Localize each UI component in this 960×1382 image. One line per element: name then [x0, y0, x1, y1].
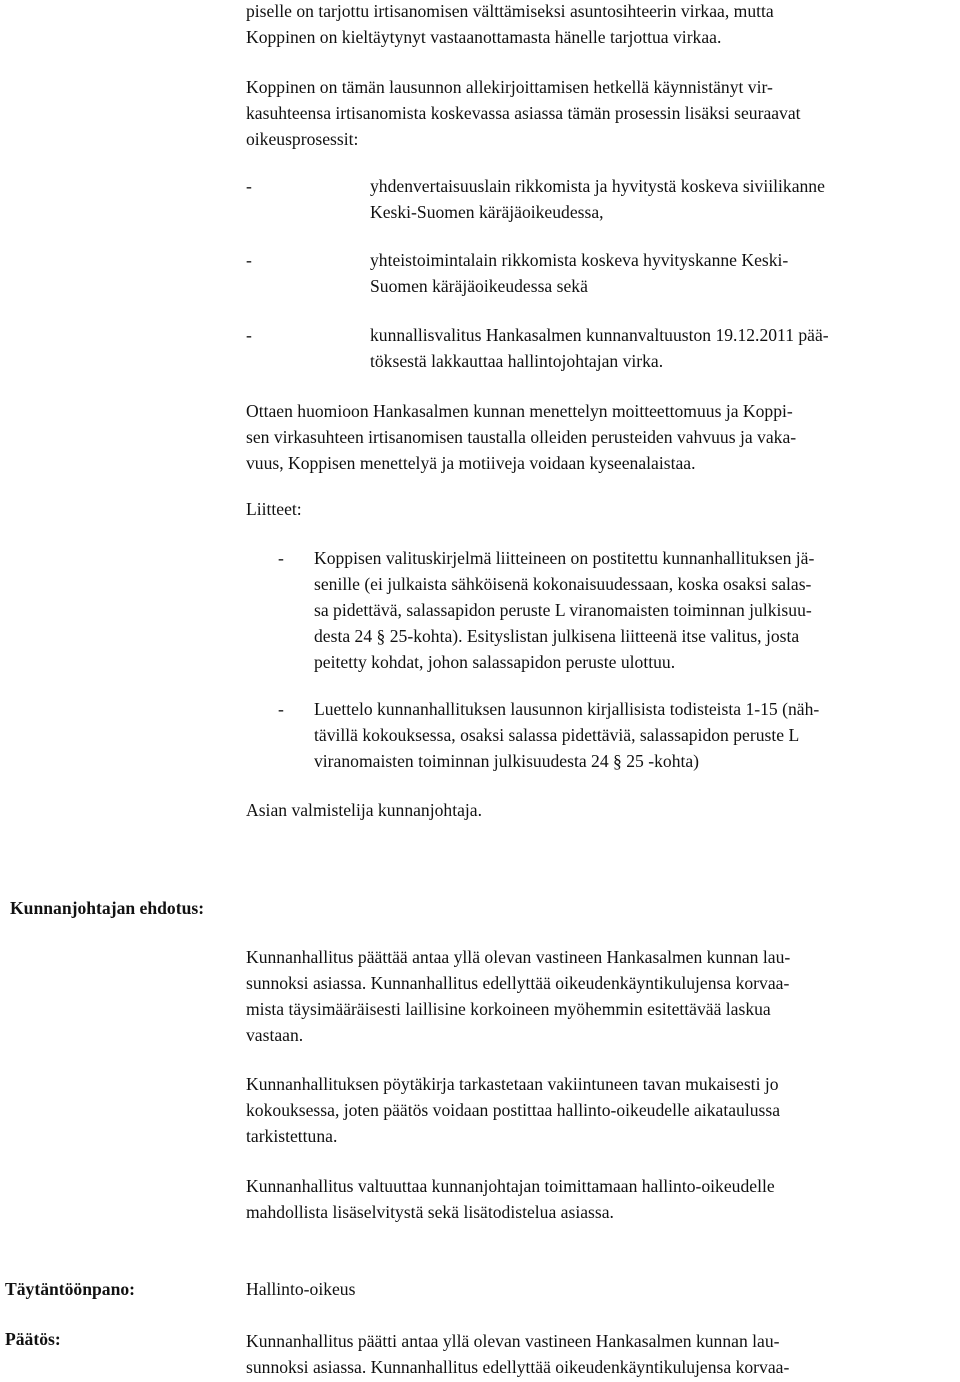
proposal-heading: Kunnanjohtajan ehdotus:: [10, 898, 205, 918]
text-line: Suomen käräjäoikeudessa sekä: [370, 276, 588, 296]
preparer-line: Asian valmistelija kunnanjohtaja.: [246, 800, 482, 820]
intro-paragraph: [246, 0, 952, 50]
text-line: Koppinen on tämän lausunnon allekirjoittamisen hetkellä käynnistänyt vir-: [246, 77, 773, 97]
proposal-paragraph: [246, 1071, 946, 1149]
proposal-paragraph: [246, 944, 946, 1048]
lawsuit-item: [246, 322, 952, 374]
text-line: Kunnanhallitus valtuuttaa kunnanjohtajan toimittamaan hallinto-oikeudelle: [246, 1176, 775, 1196]
text-line: sa pidettävä, salassapidon peruste L viranomaisten toiminnan julkisuu-: [314, 600, 812, 620]
text-line: piselle on tarjottu irtisanomisen välttämiseksi asuntosihteerin virkaa, mutta: [246, 1, 774, 21]
text-line: Koppinen on kieltäytynyt vastaanottamasta hänelle tarjottua virkaa.: [246, 27, 722, 47]
decision-label: Päätös:: [5, 1329, 61, 1349]
attachment-item: [278, 545, 958, 675]
text-line: peitetty kohdat, johon salassapidon peruste ulottuu.: [314, 652, 676, 672]
enforcement-label: Täytäntöönpano:: [5, 1279, 136, 1299]
text-line: tarkistettuna.: [246, 1126, 338, 1146]
lawsuits-paragraph: [246, 74, 952, 152]
text-line: Kunnanhallitus päätti antaa yllä olevan vastineen Hankasalmen kunnan lau-: [246, 1331, 780, 1351]
dash-bullet: -: [246, 325, 252, 345]
text-line: kokouksessa, joten päätös voidaan postittaa hallinto-oikeudelle aikataulussa: [246, 1100, 781, 1120]
text-line: Luettelo kunnanhallituksen lausunnon kirjallisista todisteista 1-15 (näh-: [314, 699, 820, 719]
text-line: viranomaisten toiminnan julkisuudesta 24 § 25 -kohta): [314, 751, 700, 771]
text-line: Kunnanhallitus päättää antaa yllä olevan vastineen Hankasalmen kunnan lau-: [246, 947, 791, 967]
lawsuit-item: [246, 173, 952, 225]
dash-bullet: -: [246, 250, 252, 270]
text-line: senille (ei julkaista sähköisenä kokonaisuudessaan, koska osaksi salas-: [314, 574, 812, 594]
text-line: mista täysimääräisesti laillisine korkoineen myöhemmin esitettävää laskua: [246, 999, 771, 1019]
assessment-paragraph: [246, 398, 952, 476]
text-line: yhteistoimintalain rikkomista koskeva hyvityskanne Keski-: [370, 250, 789, 270]
lawsuit-item: [246, 247, 952, 299]
text-line: kasuhteensa irtisanomista koskevassa asiassa tämän prosessin lisäksi seuraavat: [246, 103, 801, 123]
text-line: sen virkasuhteen irtisanomisen taustalla olleiden perusteiden vahvuus ja vaka-: [246, 427, 797, 447]
text-line: kunnallisvalitus Hankasalmen kunnanvaltuuston 19.12.2011 pää-: [370, 325, 829, 345]
text-line: töksestä lakkauttaa hallintojohtajan virka.: [370, 351, 664, 371]
text-line: mahdollista lisäselvitystä sekä lisätodistelua asiassa.: [246, 1202, 614, 1222]
enforcement-value: Hallinto-oikeus: [246, 1279, 356, 1299]
text-line: sunnoksi asiassa. Kunnanhallitus edellyttää oikeudenkäyntikulujensa korvaa-: [246, 973, 790, 993]
text-line: desta 24 § 25-kohta). Esityslistan julkisena liitteenä itse valitus, josta: [314, 626, 800, 646]
text-line: Ottaen huomioon Hankasalmen kunnan menettelyn moitteettomuus ja Koppi-: [246, 401, 793, 421]
text-line: vuus, Koppisen menettelyä ja motiiveja voidaan kyseenalaistaa.: [246, 453, 696, 473]
dash-bullet: -: [246, 176, 252, 196]
proposal-paragraph: [246, 1173, 946, 1225]
attachments-label: Liitteet:: [246, 499, 302, 519]
text-line: Koppisen valituskirjelmä liitteineen on postitettu kunnanhallituksen jä-: [314, 548, 815, 568]
text-line: sunnoksi asiassa. Kunnanhallitus edellyttää oikeudenkäyntikulujensa korvaa-: [246, 1357, 790, 1377]
text-line: Kunnanhallituksen pöytäkirja tarkastetaan vakiintuneen tavan mukaisesti jo: [246, 1074, 779, 1094]
text-line: vastaan.: [246, 1025, 304, 1045]
dash-bullet: -: [278, 699, 284, 719]
attachment-item: [278, 696, 958, 774]
text-line: oikeusprosessit:: [246, 129, 359, 149]
dash-bullet: -: [278, 548, 284, 568]
text-line: tävillä kokouksessa, osaksi salassa pidettäviä, salassapidon peruste L: [314, 725, 800, 745]
decision-paragraph: [246, 1328, 946, 1380]
text-line: Keski-Suomen käräjäoikeudessa,: [370, 202, 604, 222]
text-line: yhdenvertaisuuslain rikkomista ja hyvitystä koskeva siviilikanne: [370, 176, 825, 196]
